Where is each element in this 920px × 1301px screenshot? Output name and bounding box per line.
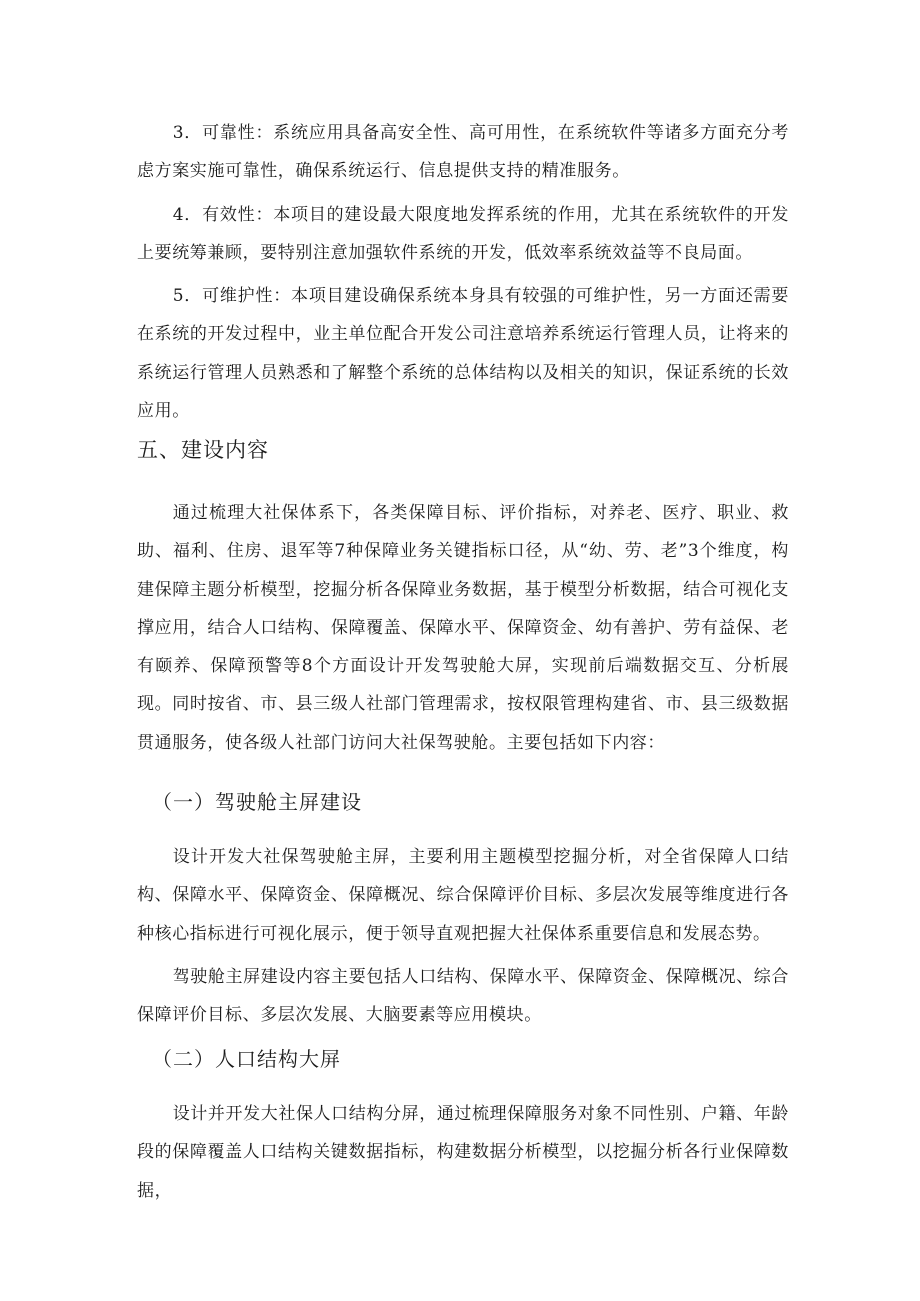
paragraph-effectiveness: 4．有效性：本项目的建设最大限度地发挥系统的作用，尤其在系统软件的开发上要统筹兼顾，要特别注意加强软件系统的开发，低效率系统效益等不良局面。 [137,205,789,264]
section-heading-construction-content: 五、建设内容 [137,438,269,462]
paragraph-reliability: 3．可靠性：系统应用具备高安全性、高可用性，在系统软件等诸多方面充分考虑方案实施可靠性，确保系统运行、信息提供支持的精准服务。 [137,123,789,182]
paragraph-cockpit-modules: 驾驶舱主屏建设内容主要包括人口结构、保障水平、保障资金、保障概况、综合保障评价目标、多层次发展、大脑要素等应用模块。 [137,967,789,1026]
paragraph-population-structure: 设计并开发大社保人口结构分屏，通过梳理保障服务对象不同性别、户籍、年龄段的保障覆盖人口结构关键数据指标，构建数据分析模型，以挖掘分析各行业保障数据， [137,1104,789,1201]
paragraph-construction-overview: 通过梳理大社保体系下，各类保障目标、评价指标，对养老、医疗、职业、救助、福利、住房、退军等7种保障业务关键指标口径，从“幼、劳、老”3个维度，构建保障主题分析模型，挖掘分析各保障业务数据，基于模型分析数据，结合可视化支撑应用，结合人口结构、保障覆盖、保障水平、保障资金、幼有善护、劳有益保、老有颐养、保障预警等8个方面设计开发驾驶舱大屏，实现前后端数据交互、分析展现。同时按省、市、县三级人社部门管理需求，按权限管理构建省、市、县三级数据贯通服务，使各级人社部门访问大社保驾驶舱。主要包括如下内容： [137,503,789,753]
subsection-heading-population-structure: （二）人口结构大屏 [152,1047,341,1071]
paragraph-maintainability: 5．可维护性：本项目建设确保系统本身具有较强的可维护性，另一方面还需要在系统的开发过程中，业主单位配合开发公司注意培养系统运行管理人员，让将来的系统运行管理人员熟悉和了解整个系统的总体结构以及相关的知识，保证系统的长效应用。 [137,286,789,421]
paragraph-cockpit-main-screen: 设计开发大社保驾驶舱主屏，主要利用主题模型挖掘分析，对全省保障人口结构、保障水平、保障资金、保障概况、综合保障评价目标、多层次发展等维度进行各种核心指标进行可视化展示，便于领导直观把握大社保体系重要信息和发展态势。 [137,847,789,944]
subsection-heading-cockpit-main-screen: （一）驾驶舱主屏建设 [152,790,362,814]
